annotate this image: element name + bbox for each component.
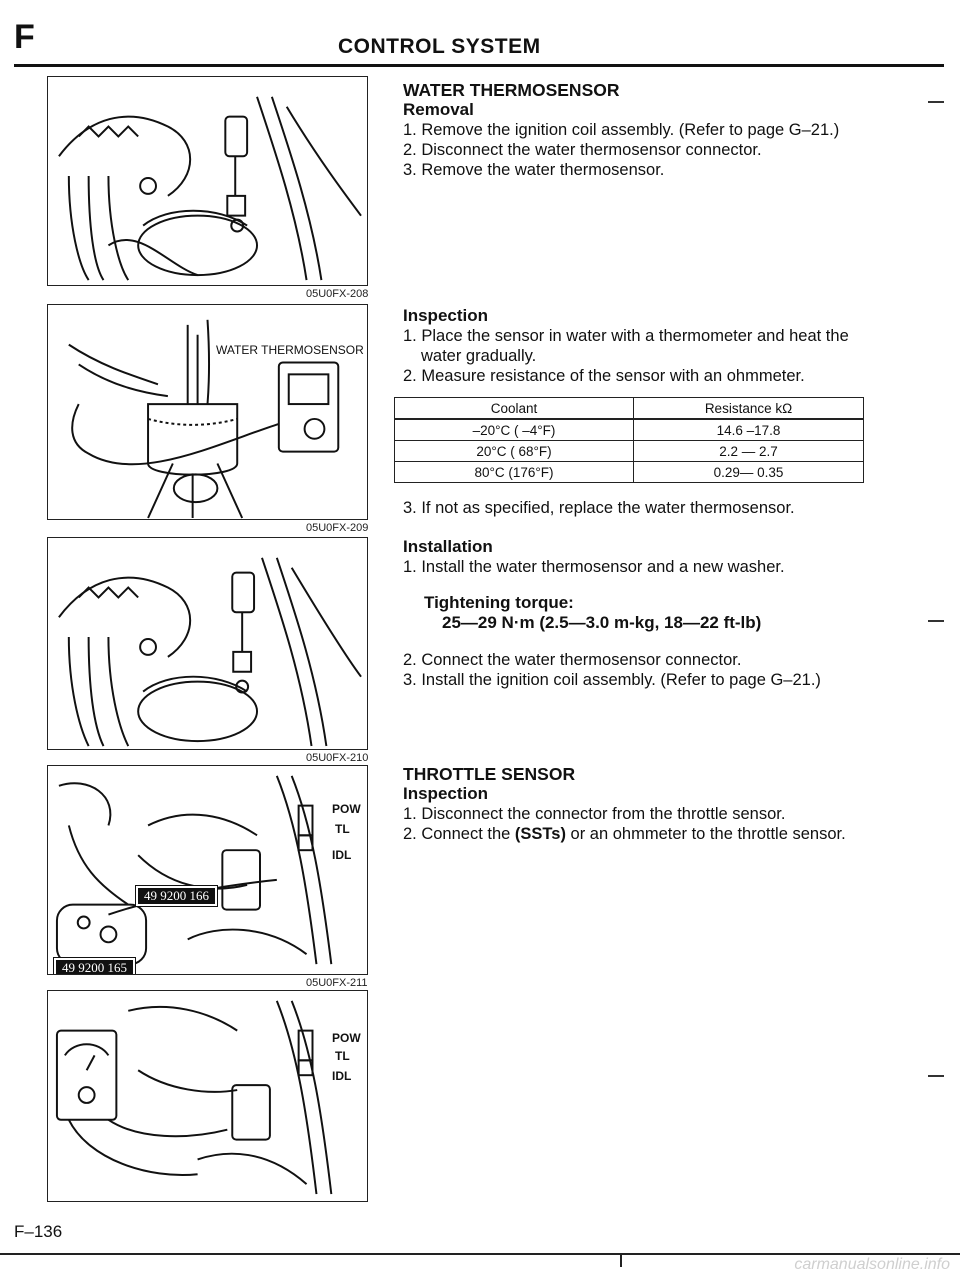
installation-steps-cont xyxy=(403,650,873,690)
callout-tl: TL xyxy=(335,1049,350,1063)
table-row xyxy=(395,462,864,483)
figure-engine-bay-1 xyxy=(47,76,368,286)
throttle-step-2 xyxy=(403,824,873,844)
section-water-thermosensor xyxy=(403,80,873,180)
sst-tag-165: 49 9200 165 xyxy=(54,958,135,975)
figure-throttle-sst xyxy=(47,765,368,975)
removal-step-1: 1. Remove the ignition coil assembly. (Refer to page G–21.) xyxy=(403,121,840,139)
figure-code: 05U0FX-208 xyxy=(306,288,369,300)
watermark: carmanualsonline.info xyxy=(794,1256,950,1273)
page-title: CONTROL SYSTEM xyxy=(338,35,541,58)
subheading-installation: Installation xyxy=(403,537,493,556)
thermosensor-test-illustration xyxy=(48,305,367,519)
subheading-inspection: Inspection xyxy=(403,306,489,325)
section-title: THROTTLE SENSOR xyxy=(403,764,576,784)
figure-code: 05U0FX-210 xyxy=(306,752,369,764)
installation-step-2: 2. Connect the water thermosensor connector. xyxy=(403,651,742,669)
table-cell: –20°C ( –4°F) xyxy=(395,419,634,441)
throttle-ohmmeter-illustration xyxy=(48,991,367,1201)
callout-idl: IDL xyxy=(332,848,352,862)
table-header: Coolant xyxy=(395,398,634,420)
engine-bay-illustration xyxy=(48,77,367,285)
torque-value: 25—29 N·m (2.5—3.0 m-kg, 18—22 ft-lb) xyxy=(442,613,762,632)
section-throttle-sensor xyxy=(403,764,873,844)
margin-mark xyxy=(928,1075,944,1077)
inspection-step-1-cont: water gradually. xyxy=(421,347,537,365)
inspection-step-1: 1. Place the sensor in water with a thermometer and heat the xyxy=(403,327,849,345)
table-cell: 80°C (176°F) xyxy=(395,462,634,483)
resistance-table xyxy=(394,397,864,483)
inspection-step-2: 2. Measure resistance of the sensor with an ohmmeter. xyxy=(403,367,805,385)
table-cell: 20°C ( 68°F) xyxy=(395,441,634,462)
table-row xyxy=(395,419,864,441)
figure-thermosensor-test xyxy=(47,304,368,520)
figure-code: 05U0FX-211 xyxy=(306,977,368,989)
table-row xyxy=(395,441,864,462)
inspection-after xyxy=(403,498,873,518)
throttle-step-2-post: or an ohmmeter to the throttle sensor. xyxy=(565,825,846,843)
table-header: Resistance kΩ xyxy=(634,398,864,420)
footer-tick xyxy=(620,1253,622,1267)
throttle-sst-illustration xyxy=(48,766,367,974)
callout-pow: POW xyxy=(332,1031,361,1045)
page-number: F–136 xyxy=(14,1222,63,1241)
table-header-row xyxy=(395,398,864,420)
inspection-step-3: 3. If not as specified, replace the water thermosensor. xyxy=(403,499,795,517)
throttle-step-2-sst: (SSTs) xyxy=(514,825,566,843)
section-inspection xyxy=(403,306,873,386)
throttle-step-1: 1. Disconnect the connector from the throttle sensor. xyxy=(403,805,786,823)
sst-tag-166: 49 9200 166 xyxy=(136,886,217,906)
section-letter: F xyxy=(14,18,35,56)
callout-pow: POW xyxy=(332,802,361,816)
installation-step-3: 3. Install the ignition coil assembly. (Refer to page G–21.) xyxy=(403,671,821,689)
margin-mark xyxy=(928,620,944,622)
throttle-step-2-pre: 2. Connect the xyxy=(403,825,515,843)
callout-idl: IDL xyxy=(332,1069,352,1083)
subheading-removal: Removal xyxy=(403,100,474,119)
figure-throttle-ohmmeter xyxy=(47,990,368,1202)
section-installation xyxy=(403,537,873,577)
table-cell: 14.6 –17.8 xyxy=(634,419,864,441)
callout-water-thermosensor: WATER THERMOSENSOR xyxy=(216,343,364,357)
table-cell: 0.29— 0.35 xyxy=(634,462,864,483)
section-title: WATER THERMOSENSOR xyxy=(403,80,620,100)
removal-step-3: 3. Remove the water thermosensor. xyxy=(403,161,665,179)
removal-step-2: 2. Disconnect the water thermosensor connector. xyxy=(403,141,762,159)
callout-tl: TL xyxy=(335,822,350,836)
engine-bay-install-illustration xyxy=(48,538,367,749)
subheading-inspection: Inspection xyxy=(403,784,489,803)
figure-engine-bay-2 xyxy=(47,537,368,750)
torque-label: Tightening torque: xyxy=(424,593,574,612)
margin-mark xyxy=(928,101,944,103)
table-cell: 2.2 — 2.7 xyxy=(634,441,864,462)
figure-code: 05U0FX-209 xyxy=(306,522,369,534)
footer-rule xyxy=(0,1253,960,1255)
torque-spec xyxy=(424,593,894,633)
header-rule xyxy=(14,64,944,67)
installation-step-1: 1. Install the water thermosensor and a new washer. xyxy=(403,558,785,576)
